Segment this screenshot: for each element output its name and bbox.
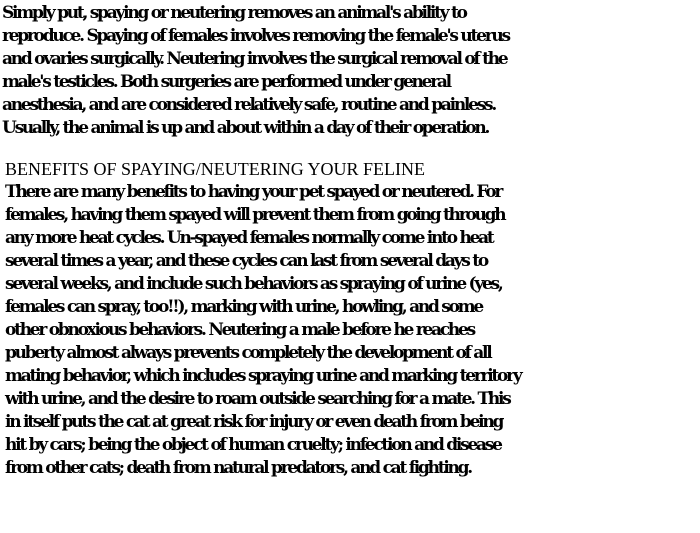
intro-line: Simply put, spaying or neutering removes an animal's ability to bbox=[2, 3, 466, 23]
benefits-section bbox=[5, 158, 700, 480]
benefits-line: hit by cars; being the object of human cruelty; infection and disease bbox=[5, 435, 501, 455]
intro-paragraph bbox=[2, 2, 698, 140]
intro-line: anesthesia, and are considered relatively safe, routine and painless. bbox=[2, 95, 496, 115]
benefits-line: from other cats; death from natural predators, and cat fighting. bbox=[5, 458, 471, 478]
benefits-line: puberty almost always prevents completely the development of all bbox=[5, 343, 491, 363]
intro-line: Usually, the animal is up and about within a day of their operation. bbox=[2, 118, 489, 138]
benefits-line: mating behavior, which includes spraying urine and marking territory bbox=[5, 366, 521, 386]
intro-line: male's testicles. Both surgeries are performed under general bbox=[2, 72, 450, 92]
benefits-line: any more heat cycles. Un-spayed females normally come into heat bbox=[5, 228, 493, 248]
benefits-paragraph bbox=[5, 181, 700, 480]
intro-line: and ovaries surgically. Neutering involves the surgical removal of the bbox=[2, 49, 507, 69]
benefits-line: females can spray, too!!), marking with urine, howling, and some bbox=[5, 297, 482, 317]
benefits-line: in itself puts the cat at great risk for injury or even death from being bbox=[5, 412, 503, 432]
intro-line: reproduce. Spaying of females involves removing the female's uterus bbox=[2, 26, 509, 46]
benefits-line: several weeks, and include such behaviors as spraying of urine (yes, bbox=[5, 274, 502, 294]
benefits-line: females, having them spayed will prevent them from going through bbox=[5, 205, 505, 225]
section-heading: BENEFITS OF SPAYING/NEUTERING YOUR FELINE bbox=[5, 159, 426, 179]
benefits-line: There are many benefits to having your pet spayed or neutered. For bbox=[5, 182, 502, 202]
benefits-line: other obnoxious behaviors. Neutering a male before he reaches bbox=[5, 320, 474, 340]
benefits-line: several times a year, and these cycles can last from several days to bbox=[5, 251, 487, 271]
benefits-line: with urine, and the desire to roam outside searching for a mate. This bbox=[5, 389, 510, 409]
